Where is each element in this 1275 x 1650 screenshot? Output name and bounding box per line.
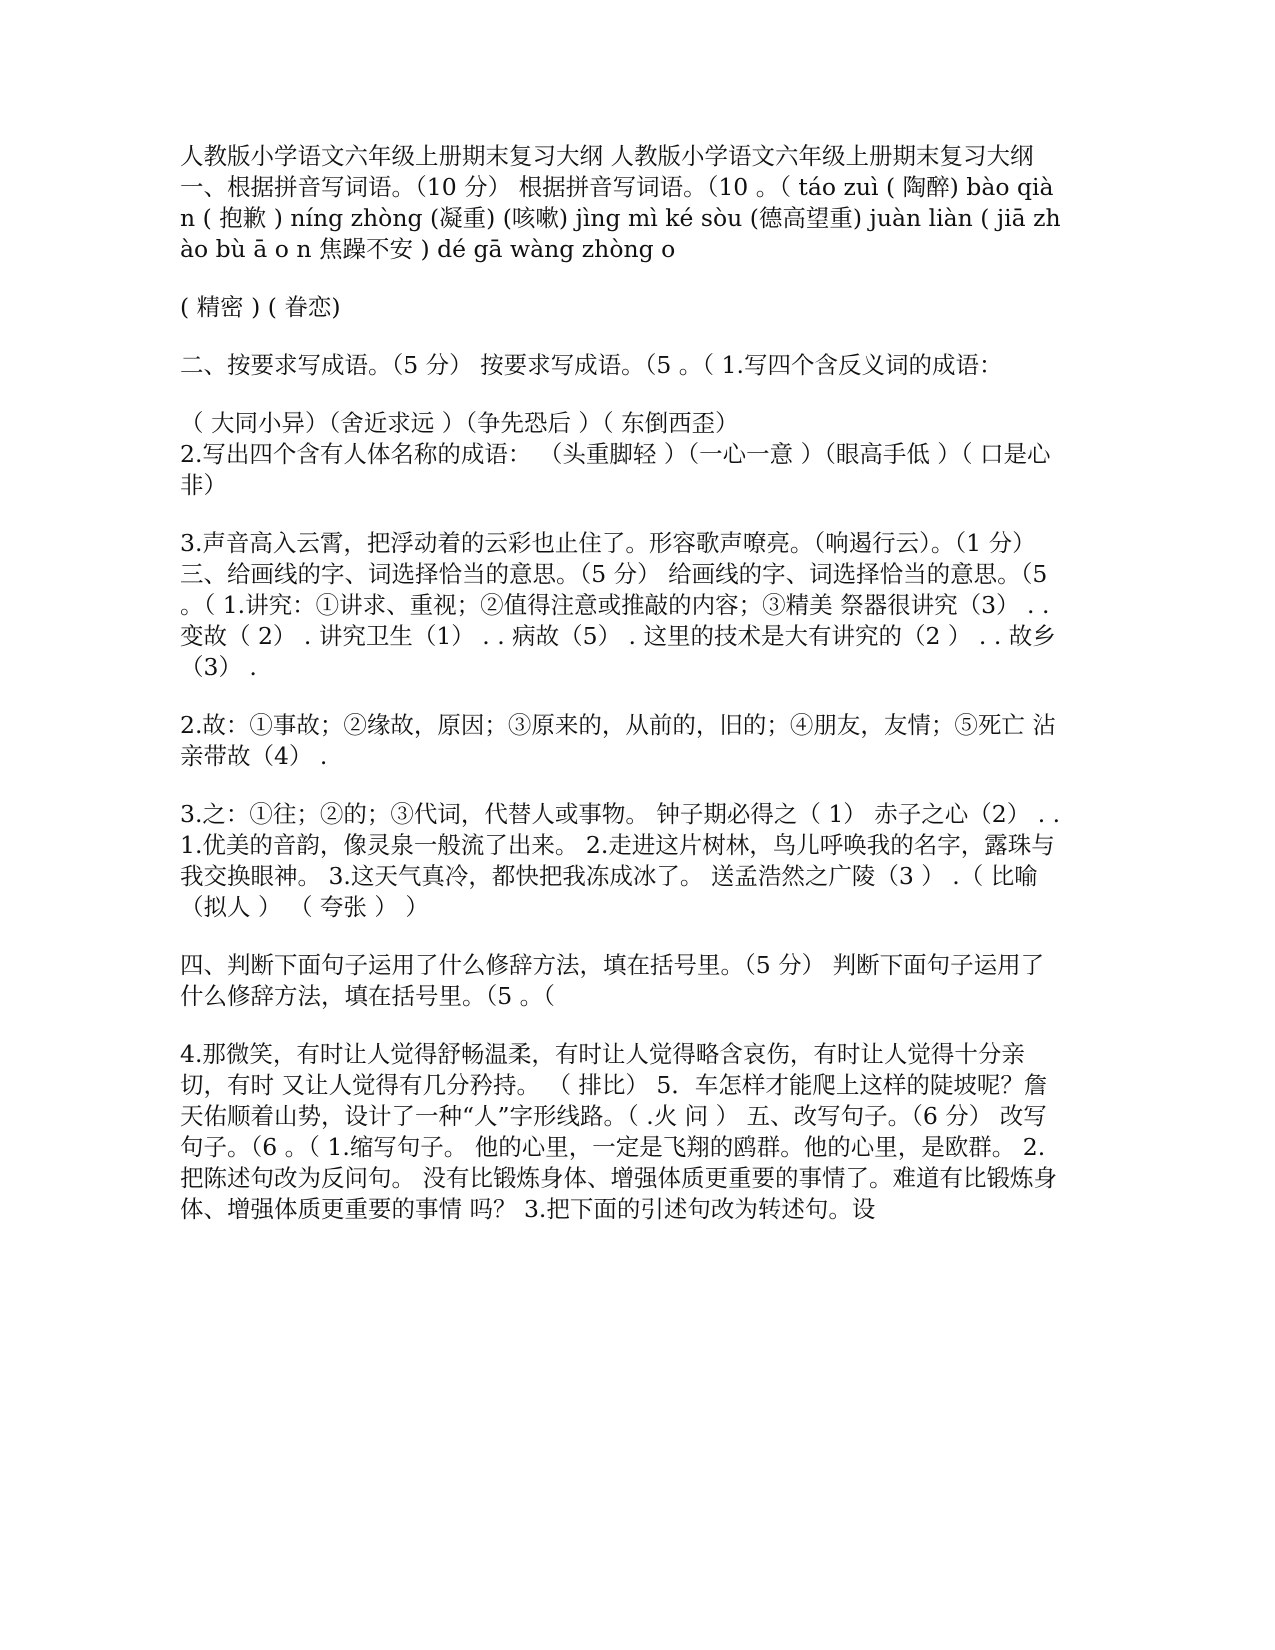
paragraph-gap [180, 323, 1065, 350]
section-1-answers: ( 精密 ) ( 眷恋) [180, 293, 341, 321]
paragraph-gap [180, 772, 1065, 799]
section-1-pinyin: 一、根据拼音写词语。（10 分） 根据拼音写词语。（10 。（ táo zuì ( 陶醉) bào qiàn ( 抱歉 ) níng zhòng (凝重) (咳嗽) jìng mì ké sòu (德高望重) juàn liàn ( jiā zhào bù ā o n 焦躁不安 ) dé gā wàng zhòng o [180, 173, 1061, 263]
document-title: 人教版小学语文六年级上册期末复习大纲 人教版小学语文六年级上册期末复习大纲 [180, 142, 1034, 170]
section-3-zhi: 3.之：①往；②的；③代词，代替人或事物。 钟子期必得之（ 1） 赤子之心（2） . . 1.优美的音韵，像灵泉一般流了出来。 2.走进这片树林，鸟儿呼唤我的名字，露珠与我交换眼神。 3.这天气真冷，都快把我冻成冰了。 送孟浩然之广陵（3 ） .（ 比喻 （拟人 ） （ 夸张 ） ） [180, 800, 1061, 921]
paragraph-gap [180, 923, 1065, 950]
paragraph-gap [180, 1012, 1065, 1039]
document-page [180, 141, 1065, 1225]
section-2-body-idioms: 2.写出四个含有人体名称的成语： （头重脚轻 ）（一心一意 ）（眼高手低 ）（ 口是心非） [180, 440, 1051, 499]
paragraph-gap [180, 381, 1065, 408]
section-4-rhetoric: 四、判断下面句子运用了什么修辞方法，填在括号里。（5 分） 判断下面句子运用了什么修辞方法，填在括号里。（5 。（ [180, 951, 1045, 1010]
paragraph-gap [180, 501, 1065, 528]
paragraph-gap [180, 265, 1065, 292]
section-3-meanings: 3.声音高入云霄，把浮动着的云彩也止住了。形容歌声嘹亮。（响遏行云）。（1 分） 三、给画线的字、词选择恰当的意思。（5 分） 给画线的字、词选择恰当的意思。（5 。（ 1.讲究：①讲求、重视；②值得注意或推敲的内容；③精美 祭器很讲究（3） . . 变故（ 2） . 讲究卫生（1） . . 病故（5） . 这里的技术是大有讲究的（2 ） . . 故乡（3） . [180, 529, 1056, 681]
paragraph-gap [180, 683, 1065, 710]
section-3-gu: 2.故：①事故；②缘故，原因；③原来的，从前的，旧的；④朋友，友情；⑤死亡 沾亲带故（4） . [180, 711, 1056, 770]
section-2-idioms: 二、按要求写成语。（5 分） 按要求写成语。（5 。（ 1.写四个含反义词的成语： [180, 351, 1003, 379]
section-5-rewrite: 4.那微笑，有时让人觉得舒畅温柔，有时让人觉得略含哀伤，有时让人觉得十分亲切，有时 又让人觉得有几分矜持。 （ 排比） 5．车怎样才能爬上这样的陡坡呢？詹天佑顺着山势，设计了一种“人”字形线路。（ .火 问 ） 五、改写句子。（6 分） 改写句子。（6 。（ 1.缩写句子。 他的心里，一定是飞翔的鸥群。他的心里，是欧群。 2.把陈述句改为反问句。 没有比锻炼身体、增强体质更重要的事情了。难道有比锻炼身体、增强体质更重要的事情 吗？ 3.把下面的引述句改为转述句。设 [180, 1040, 1057, 1223]
section-2-antonym-idioms: （ 大同小异）（舍近求远 ）（争先恐后 ）（ 东倒西歪） [180, 409, 739, 437]
